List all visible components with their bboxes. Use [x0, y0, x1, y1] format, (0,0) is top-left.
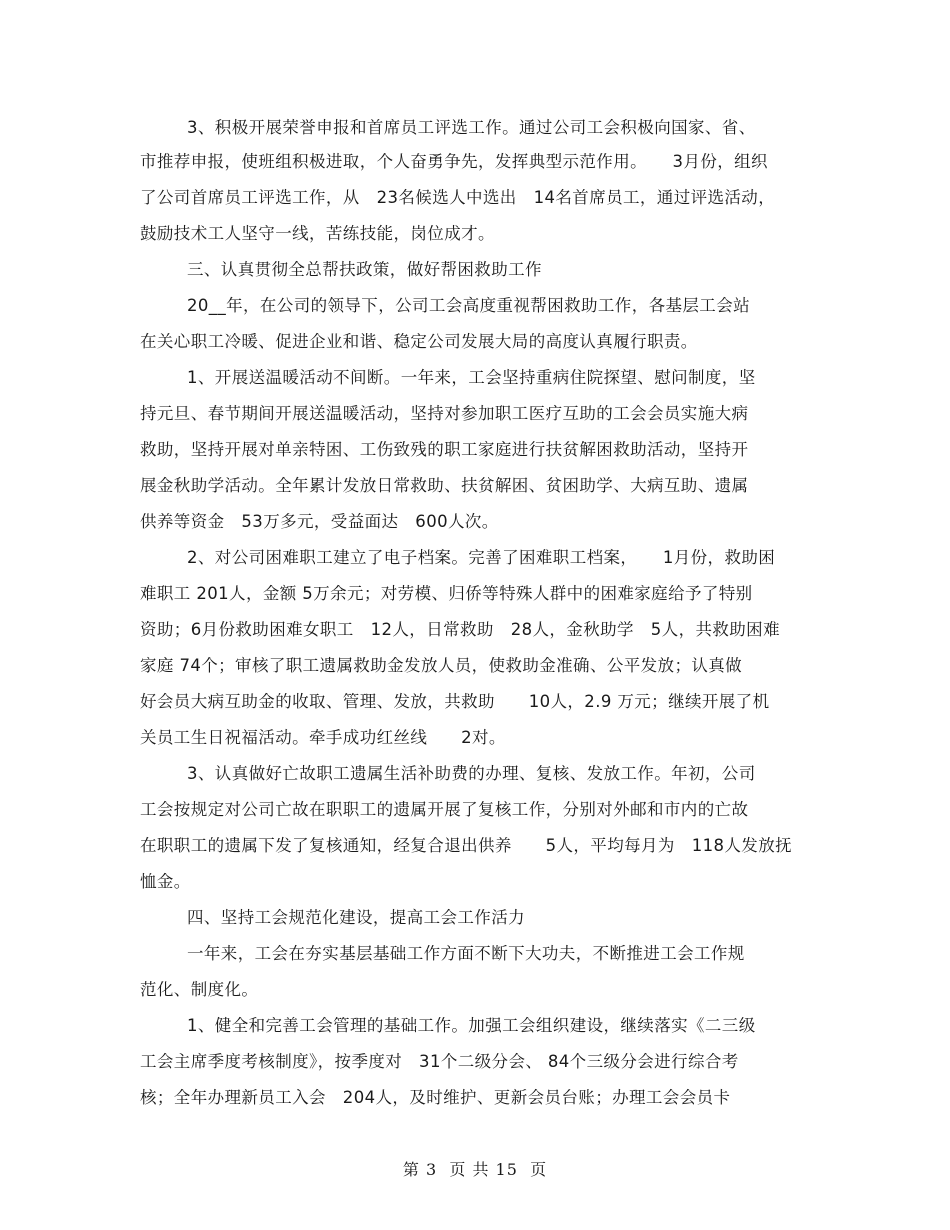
text-line: 恤金。 [140, 872, 191, 891]
text-line: 资助；6月份救助困难女职工 12人，日常救助 28人，金秋助学 5人，共救助困难 [140, 620, 780, 639]
text-line: 鼓励技术工人坚守一线，苦练技能，岗位成才。 [140, 224, 495, 243]
text-line: 关员工生日祝福活动。牵手成功红丝线 2对。 [140, 728, 506, 747]
text-line: 展金秋助学活动。全年累计发放日常救助、扶贫解困、贫困助学、大病互助、遗属 [140, 476, 749, 495]
text-line: 工会按规定对公司亡故在职职工的遗属开展了复核工作，分别对外邮和市内的亡故 [140, 800, 749, 819]
text-line: 在关心职工冷暖、促进企业和谐、稳定公司发展大局的高度认真履行职责。 [140, 332, 698, 351]
text-line: 2、对公司困难职工建立了电子档案。完善了困难职工档案， 1月份，救助困 [187, 548, 776, 567]
text-line: 3、积极开展荣誉申报和首席员工评选工作。通过公司工会积极向国家、省、 [187, 118, 756, 137]
text-line: 四、坚持工会规范化建设，提高工会工作活力 [187, 908, 525, 927]
text-line: 工会主席季度考核制度》，按季度对 31个二级分会、 84个三级分会进行综合考 [140, 1052, 739, 1071]
text-line: 市推荐申报，使班组积极进取，个人奋勇争先，发挥典型示范作用。 3月份，组织 [140, 152, 768, 171]
page-footer: 第 3 页 共 15 页 [402, 1160, 548, 1179]
text-line: 救助，坚持开展对单亲特困、工伤致残的职工家庭进行扶贫解困救助活动，坚持开 [140, 440, 749, 459]
text-line: 供养等资金 53万多元，受益面达 600人次。 [140, 512, 499, 531]
text-line: 持元旦、春节期间开展送温暖活动，坚持对参加职工医疗互助的工会会员实施大病 [140, 404, 749, 423]
text-line: 三、认真贯彻全总帮扶政策，做好帮困救助工作 [187, 260, 542, 279]
text-line: 核；全年办理新员工入会 204人，及时维护、更新会员台账；办理工会会员卡 [140, 1088, 731, 1107]
text-line: 3、认真做好亡故职工遗属生活补助费的办理、复核、发放工作。年初，公司 [187, 764, 756, 783]
text-line: 家庭 74个；审核了职工遗属救助金发放人员，使救助金准确、公平发放；认真做 [140, 656, 743, 675]
text-line: 好会员大病互助金的收取、管理、发放，共救助 10人，2.9 万元；继续开展了机 [140, 692, 770, 711]
text-line: 难职工 201人，金额 5万余元；对劳模、归侨等特殊人群中的困难家庭给予了特别 [140, 584, 753, 603]
text-line: 1、开展送温暖活动不间断。一年来，工会坚持重病住院探望、慰问制度，坚 [187, 368, 756, 387]
text-line: 在职职工的遗属下发了复核通知，经复合退出供养 5人，平均每月为 118人发放抚 [140, 836, 792, 855]
text-line: 1、健全和完善工会管理的基础工作。加强工会组织建设，继续落实《二三级 [187, 1016, 756, 1035]
text-line: 范化、制度化。 [140, 980, 259, 999]
text-line: 一年来，工会在夯实基层基础工作方面不断下大功夫，不断推进工会工作规 [187, 944, 745, 963]
text-line: 20__年，在公司的领导下，公司工会高度重视帮困救助工作，各基层工会站 [187, 296, 750, 315]
text-line: 了公司首席员工评选工作，从 23名候选人中选出 14名首席员工，通过评选活动， [140, 188, 776, 207]
